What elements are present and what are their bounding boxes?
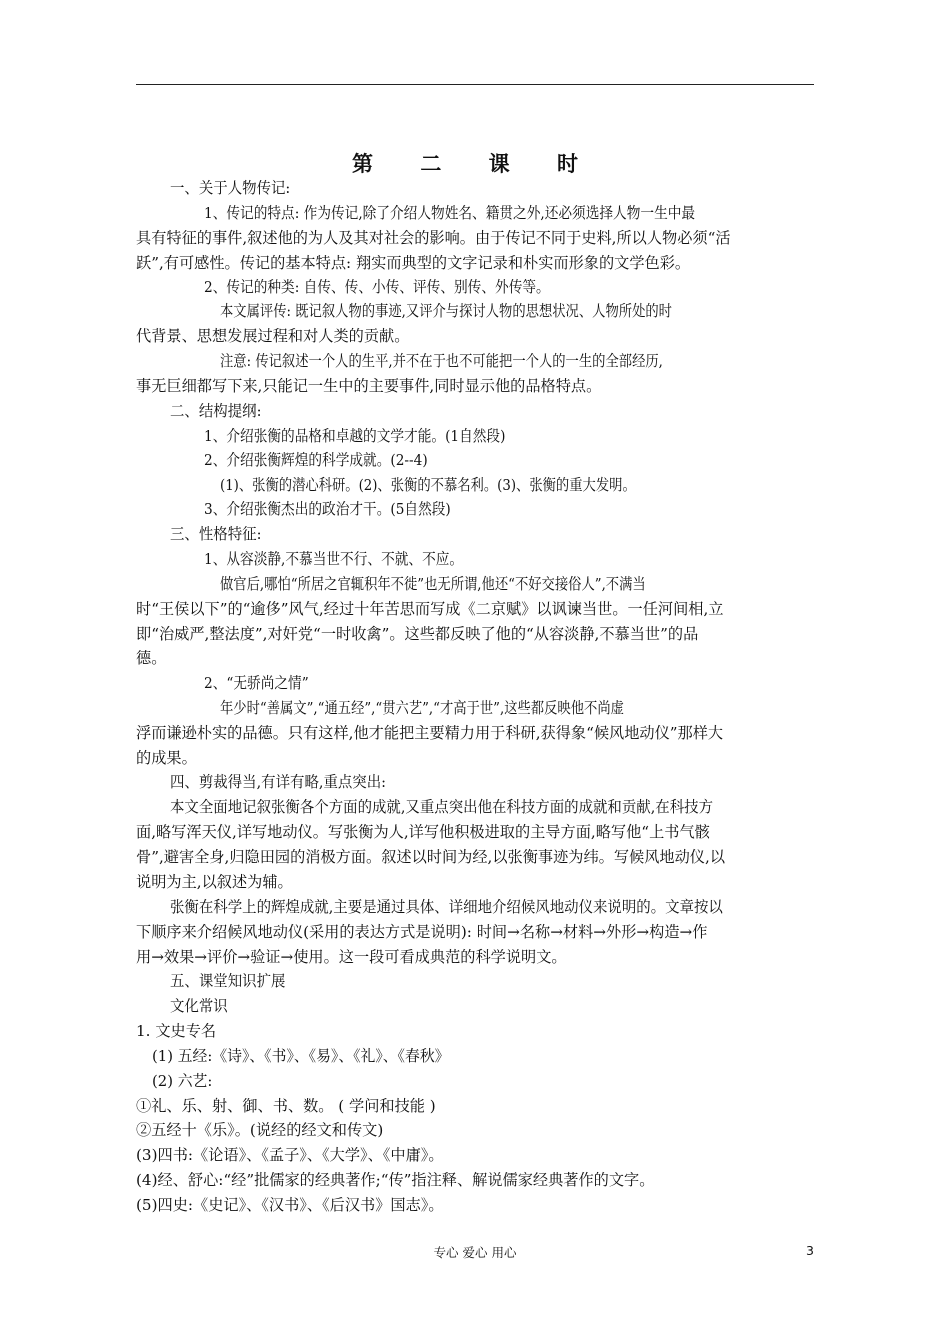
text-line: 德。: [136, 649, 167, 667]
text-line: 2、介绍张衡辉煌的科学成就。(2--4): [204, 451, 428, 469]
text-line: 下顺序来介绍候风地动仪(采用的表达方式是说明): 时间→名称→材料→外形→构造→作: [136, 923, 708, 941]
text-line: 3、介绍张衡杰出的政治才干。(5自然段): [204, 500, 451, 518]
text-line: 1、从容淡静,不慕当世不行、不就、不应。: [204, 550, 464, 568]
text-line: 2、“无骄尚之情”: [204, 674, 309, 692]
text-line: ①礼、乐、射、御、书、数。 ( 学问和技能 ): [136, 1097, 436, 1115]
text-line: (3)四书:《论语》、《孟子》、《大学》、《中庸》。: [136, 1146, 444, 1164]
text-line: 的成果。: [136, 749, 197, 767]
text-line: 代背景、思想发展过程和对人类的贡献。: [136, 327, 410, 345]
text-line: ②五经十《乐》。(说经的经文和传文): [136, 1121, 384, 1139]
text-line: 二、结构提纲:: [170, 402, 262, 420]
text-line: 五、课堂知识扩展: [170, 972, 286, 990]
text-line: 做官后,哪怕“所居之官辄积年不徙”也无所谓,他还“不好交接俗人”,不满当: [220, 575, 646, 593]
text-line: 骨”,避害全身,归隐田园的消极方面。叙述以时间为经,以张衡事迹为纬。写候风地动仪,以: [136, 848, 726, 866]
text-line: 张衡在科学上的辉煌成就,主要是通过具体、详细地介绍候风地动仪来说明的。文章按以: [170, 898, 723, 916]
text-line: 1、介绍张衡的品格和卓越的文学才能。(1自然段): [204, 427, 506, 445]
text-line: 即“治威严,整法度”,对奸党“一时收禽”。这些都反映了他的“从容淡静,不慕当世”的品: [136, 625, 699, 643]
text-line: 跃”,有可感性。传记的基本特点: 翔实而典型的文字记录和朴实而形象的文学色彩。: [136, 254, 691, 272]
text-line: (1) 五经:《诗》、《书》、《易》、《礼》、《春秋》: [152, 1047, 450, 1065]
text-line: 面,略写浑天仪,详写地动仪。写张衡为人,详写他积极进取的主导方面,略写他“上书气骸: [136, 823, 710, 841]
page-title: 第 二 课 时: [352, 151, 598, 176]
text-line: 时“王侯以下”的“逾侈”风气,经过十年苦思而写成《二京赋》以讽谏当世。一任河间相,立: [136, 600, 724, 618]
text-line: 三、性格特征:: [170, 525, 262, 543]
page-number: 3: [806, 1243, 814, 1258]
text-line: 2、传记的种类: 自传、传、小传、评传、别传、外传等。: [204, 278, 550, 296]
header-rule: [136, 84, 814, 85]
text-line: 1、传记的特点: 作为传记,除了介绍人物姓名、籍贯之外,还必须选择人物一生中最: [204, 204, 696, 222]
text-line: (2) 六艺:: [152, 1072, 213, 1090]
text-line: 1. 文史专名: [136, 1022, 217, 1040]
text-line: (5)四史:《史记》、《汉书》、《后汉书》国志》。: [136, 1196, 444, 1214]
text-line: 具有特征的事件,叙述他的为人及其对社会的影响。由于传记不同于史料,所以人物必须“活: [136, 229, 731, 247]
text-line: 注意: 传记叙述一个人的生平,并不在于也不可能把一个人的一生的全部经历,: [220, 352, 663, 370]
text-line: 事无巨细都写下来,只能记一生中的主要事件,同时显示他的品格特点。: [136, 377, 602, 395]
text-line: 文化常识: [170, 997, 228, 1015]
text-line: 本文属评传: 既记叙人物的事迹,又评介与探讨人物的思想状况、人物所处的时: [220, 302, 672, 320]
text-line: 说明为主,以叙述为辅。: [136, 873, 293, 891]
text-line: (4)经、舒心:“经”批儒家的经典著作;“传”指注释、解说儒家经典著作的文字。: [136, 1171, 655, 1189]
text-line: 本文全面地记叙张衡各个方面的成就,又重点突出他在科技方面的成就和贡献,在科技方: [170, 798, 714, 816]
text-line: 四、剪裁得当,有详有略,重点突出:: [170, 773, 387, 791]
footer-motto: 专心 爱心 用心: [433, 1245, 517, 1260]
text-line: (1)、张衡的潜心科研。(2)、张衡的不慕名利。(3)、张衡的重大发明。: [220, 476, 636, 494]
text-line: 一、关于人物传记:: [170, 179, 291, 197]
text-line: 用→效果→评价→验证→使用。这一段可看成典范的科学说明文。: [136, 948, 567, 966]
text-line: 年少时“善属文”,“通五经”,“贯六艺”,“才高于世”,这些都反映他不尚虚: [220, 699, 624, 717]
text-line: 浮而谦逊朴实的品德。只有这样,他才能把主要精力用于科研,获得象“候风地动仪”那样大: [136, 724, 724, 742]
